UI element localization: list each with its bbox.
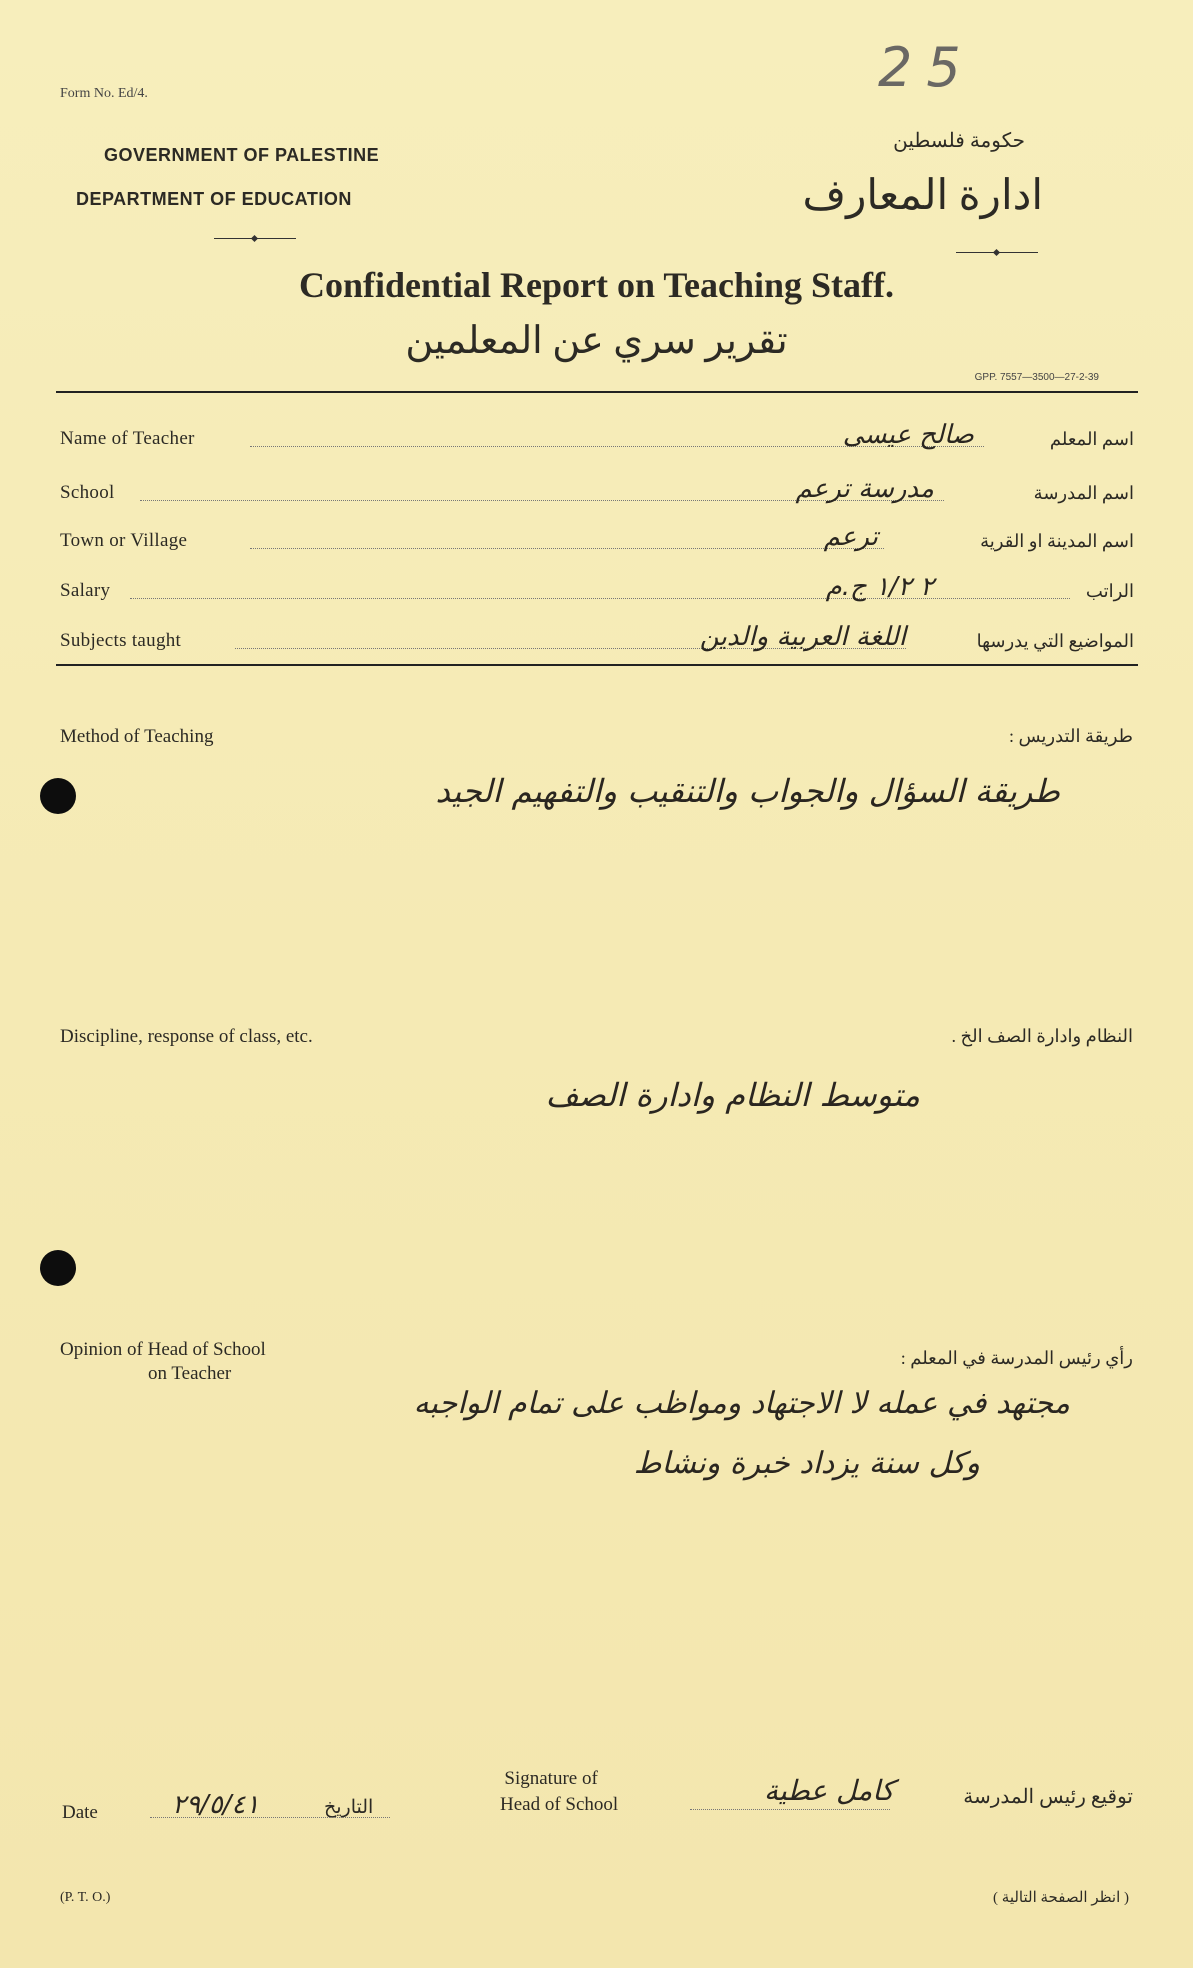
- field-label-arabic: اسم المدرسة: [1033, 483, 1134, 503]
- signature-label-line-1: Signature of: [504, 1768, 598, 1789]
- method-text: طريقة السؤال والجواب والتنقيب والتفهيم الجيد: [435, 772, 1060, 810]
- field-label: Name of Teacher: [60, 428, 195, 449]
- field-label-arabic: المواضيع التي يدرسها: [976, 631, 1134, 651]
- date-label: Date: [62, 1802, 98, 1823]
- punch-hole-top: [40, 778, 76, 814]
- opinion-text-line-1: مجتهد في عمله لا الاجتهاد ومواظب على تمام الواجبه: [413, 1386, 1070, 1421]
- opinion-label: [60, 1338, 266, 1386]
- punch-hole-bottom: [40, 1250, 76, 1286]
- report-title-arabic: تقرير سري عن المعلمين: [405, 320, 788, 362]
- discipline-label: Discipline, response of class, etc.: [60, 1026, 313, 1047]
- opinion-label-arabic: رأي رئيس المدرسة في المعلم :: [900, 1348, 1133, 1368]
- field-label-arabic: اسم المدينة او القرية: [980, 531, 1134, 551]
- print-code: GPP. 7557—3500—27-2-39: [974, 372, 1099, 383]
- signature-label-arabic: توقيع رئيس المدرسة: [963, 1786, 1133, 1808]
- signature-value: كامل عطية: [764, 1774, 895, 1807]
- field-label: Subjects taught: [60, 630, 182, 651]
- date-value: ٢٩/٥/٤١: [172, 1790, 260, 1820]
- discipline-text: متوسط النظام وادارة الصف: [545, 1076, 920, 1114]
- field-row-subjects: [60, 620, 1134, 656]
- field-row-school: [60, 472, 1134, 508]
- opinion-label-line-1: Opinion of Head of School: [60, 1339, 266, 1360]
- signature-label-line-2: Head of School: [500, 1794, 619, 1815]
- department-heading: DEPARTMENT OF EDUCATION: [76, 189, 352, 209]
- field-value-subjects: اللغة العربية والدين: [699, 622, 906, 652]
- divider-ornament-right: [993, 249, 1000, 256]
- field-row-town: [60, 520, 1134, 556]
- signature-label: [484, 1766, 618, 1818]
- discipline-label-arabic: النظام وادارة الصف الخ .: [951, 1026, 1133, 1046]
- field-label: Salary: [60, 580, 111, 601]
- field-value-name: صالح عيسى: [842, 420, 974, 450]
- government-heading-arabic: حكومة فلسطين: [893, 130, 1025, 152]
- date-label-arabic: التاريخ: [324, 1797, 374, 1818]
- field-row-name: [60, 418, 1134, 454]
- top-rule: [56, 391, 1138, 393]
- field-label: Town or Village: [60, 530, 188, 551]
- report-title: Confidential Report on Teaching Staff.: [298, 265, 895, 305]
- opinion-text-line-2: وكل سنة يزداد خبرة ونشاط: [633, 1446, 980, 1481]
- department-heading-arabic: ادارة المعارف: [802, 173, 1043, 219]
- government-heading: GOVERNMENT OF PALESTINE: [104, 145, 380, 165]
- pto-note-arabic: ( انظر الصفحة التالية ): [993, 1890, 1129, 1906]
- pto-note: (P. T. O.): [60, 1890, 111, 1905]
- field-label-arabic: الراتب: [1085, 581, 1134, 601]
- signature-dotted-line: [690, 1808, 890, 1810]
- field-value-salary: ٢ ١/٢ ج.م: [825, 572, 934, 602]
- field-label-arabic: اسم المعلم: [1049, 429, 1134, 449]
- field-value-town: ترعم: [823, 522, 878, 552]
- field-value-school: مدرسة ترعم: [795, 474, 934, 504]
- method-label: Method of Teaching: [60, 726, 214, 747]
- field-label: School: [60, 482, 115, 503]
- divider-ornament-left: [251, 235, 258, 242]
- field-row-salary: [60, 570, 1134, 606]
- fields-bottom-rule: [56, 664, 1138, 666]
- handwritten-page-number: 25: [878, 36, 975, 99]
- form-number: Form No. Ed/4.: [60, 86, 148, 101]
- opinion-label-line-2: on Teacher: [148, 1363, 232, 1384]
- dotted-line: [250, 548, 884, 549]
- method-label-arabic: طريقة التدريس :: [1008, 726, 1133, 746]
- date-dotted-line: [150, 1816, 390, 1818]
